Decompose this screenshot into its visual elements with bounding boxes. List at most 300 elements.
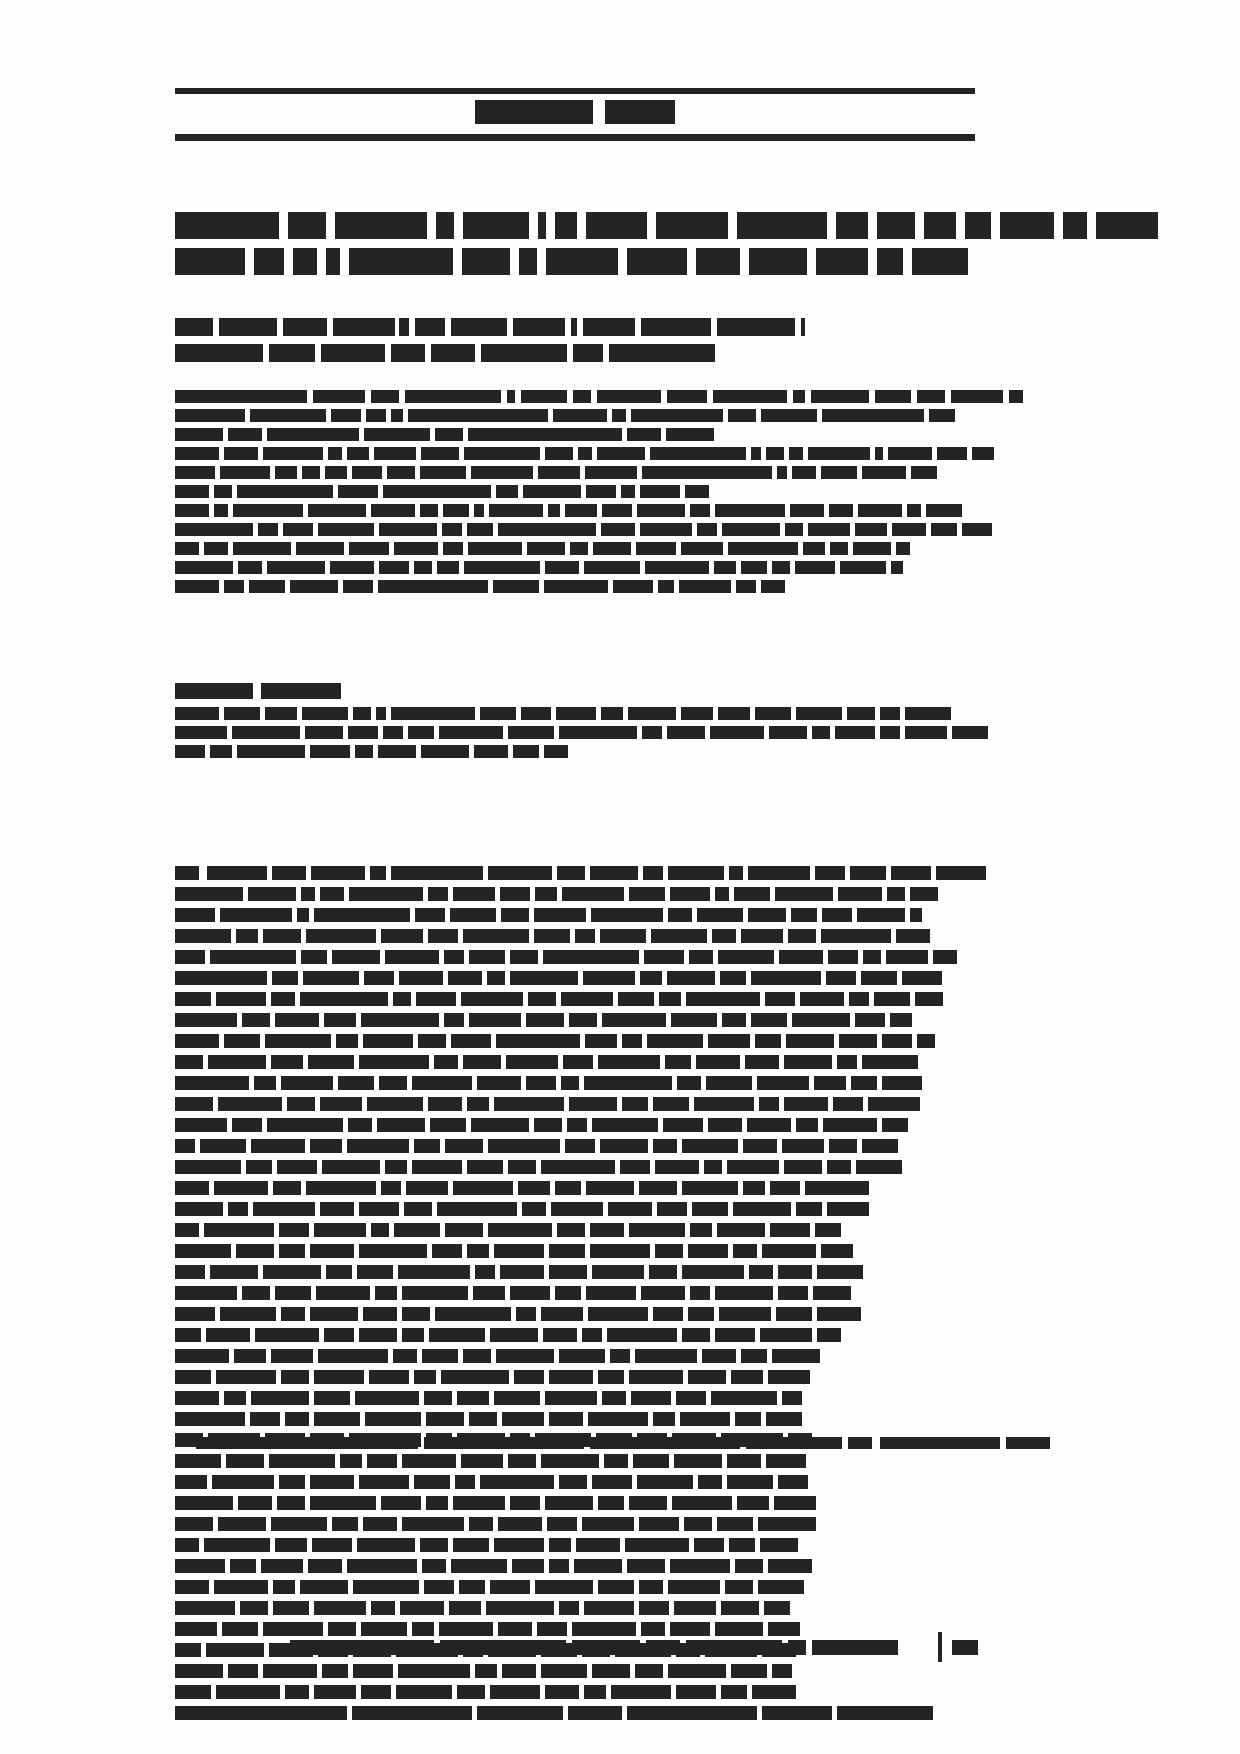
redaction-bar [296, 542, 344, 555]
redaction-bar [214, 1181, 268, 1195]
redaction-bar [690, 1223, 712, 1237]
redaction-bar [559, 1475, 587, 1489]
redaction-bar [557, 866, 585, 880]
redaction-bar [422, 1559, 446, 1573]
redaction-bar [728, 409, 756, 422]
redaction-bar [513, 745, 539, 758]
redaction-bar [357, 1538, 415, 1552]
redaction-bar [508, 1454, 536, 1468]
text-line [175, 409, 985, 422]
redaction-bar [541, 1454, 599, 1468]
redaction-bar [349, 248, 453, 275]
redaction-bar [653, 1412, 675, 1426]
redaction-bar [785, 523, 803, 536]
redaction-bar [224, 580, 244, 593]
redaction-bar [1006, 1437, 1050, 1449]
redaction-bar [758, 1580, 804, 1594]
redaction-bar [718, 707, 750, 720]
redaction-bar [755, 707, 791, 720]
redaction-bar [364, 428, 430, 441]
redaction-bar [313, 390, 365, 403]
redaction-bar [555, 1181, 581, 1195]
redaction-bar [421, 447, 459, 460]
redaction-bar [808, 447, 870, 460]
redaction-bar [238, 1496, 272, 1510]
redaction-bar [263, 1265, 321, 1279]
redaction-bar [273, 1601, 309, 1615]
redaction-bar [770, 1181, 800, 1195]
redaction-bar [480, 707, 516, 720]
journal-name [175, 100, 975, 124]
redaction-bar [526, 1076, 556, 1090]
redaction-bar [965, 212, 991, 239]
redaction-bar [251, 1139, 305, 1153]
redaction-bar [321, 344, 385, 362]
redaction-bar [610, 1349, 630, 1363]
redaction-bar [510, 1286, 550, 1300]
redaction-bar [363, 1307, 397, 1321]
redaction-bar [830, 542, 848, 555]
redaction-bar [613, 580, 653, 593]
redaction-bar [347, 447, 369, 460]
redaction-bar [426, 1412, 464, 1426]
redaction-bar [713, 390, 787, 403]
redaction-bar [273, 1580, 295, 1594]
redaction-bar [414, 1139, 440, 1153]
redaction-bar [510, 1496, 540, 1510]
redaction-bar [218, 1517, 266, 1531]
redaction-bar [784, 1160, 822, 1174]
redaction-bar [768, 1622, 800, 1636]
redaction-bar [370, 866, 386, 880]
redaction-bar [668, 1580, 720, 1594]
redaction-bar [682, 1139, 738, 1153]
redaction-bar [629, 1496, 667, 1510]
redaction-bar [696, 248, 740, 275]
redaction-bar [232, 1118, 262, 1132]
redaction-bar [175, 1223, 199, 1237]
text-line [175, 1454, 985, 1468]
redaction-bar [293, 248, 317, 275]
redaction-bar [366, 409, 386, 422]
redaction-bar [371, 1223, 389, 1237]
redaction-bar [408, 409, 548, 422]
redaction-bar [720, 971, 746, 985]
redaction-bar [279, 1475, 305, 1489]
redaction-bar [962, 523, 992, 536]
redaction-bar [224, 1034, 260, 1048]
redaction-bar [434, 1055, 458, 1069]
redaction-bar [371, 1601, 395, 1615]
redaction-bar [838, 887, 882, 901]
redaction-bar [715, 887, 729, 901]
text-line [175, 1034, 985, 1048]
text-line [175, 580, 985, 593]
redaction-bar [277, 1496, 305, 1510]
redaction-bar [175, 1034, 219, 1048]
redaction-bar [777, 466, 787, 479]
redaction-bar [541, 1307, 583, 1321]
redaction-bar [490, 1580, 530, 1594]
redaction-bar [175, 1643, 201, 1657]
redaction-bar [685, 485, 709, 498]
redaction-bar [748, 908, 786, 922]
redaction-bar [414, 561, 432, 574]
redaction-bar [836, 212, 868, 239]
redaction-bar [689, 950, 713, 964]
text-line [175, 992, 985, 1006]
redaction-bar [518, 1181, 550, 1195]
redaction-bar [910, 887, 938, 901]
redaction-bar [486, 1601, 554, 1615]
redaction-bar [357, 1265, 393, 1279]
redaction-bar [414, 1475, 450, 1489]
redaction-bar [821, 929, 891, 943]
redaction-bar [822, 908, 852, 922]
redaction-bar [625, 1538, 689, 1552]
redaction-bar [752, 1685, 796, 1699]
redaction-bar [627, 1706, 757, 1720]
text-line [175, 1055, 985, 1069]
redaction-bar [502, 1412, 544, 1426]
redaction-bar [817, 1328, 841, 1342]
redaction-bar [951, 390, 1003, 403]
redaction-bar [759, 1097, 779, 1111]
redaction-bar [621, 485, 635, 498]
redaction-bar [543, 1328, 577, 1342]
redaction-bar [320, 1202, 354, 1216]
redaction-bar [463, 1349, 491, 1363]
redaction-bar [757, 1076, 809, 1090]
text-line [175, 1580, 985, 1594]
redaction-bar [762, 1706, 832, 1720]
redaction-bar [498, 523, 596, 536]
redaction-bar [829, 1139, 857, 1153]
redaction-bar [688, 1307, 714, 1321]
redaction-bar [833, 1097, 863, 1111]
redaction-bar [462, 248, 510, 275]
redaction-bar [858, 504, 902, 517]
redaction-bar [216, 1370, 276, 1384]
redaction-bar [682, 1265, 744, 1279]
redaction-bar [598, 1055, 660, 1069]
redaction-bar [788, 1640, 806, 1655]
redaction-bar [343, 580, 373, 593]
redaction-bar [741, 929, 783, 943]
redaction-bar [420, 1538, 448, 1552]
redaction-bar [915, 992, 943, 1006]
redaction-bar [267, 561, 325, 574]
text-line [175, 950, 985, 964]
redaction-bar [374, 447, 416, 460]
redaction-bar [562, 887, 624, 901]
redaction-bar [839, 1034, 877, 1048]
redaction-bar [646, 1640, 680, 1655]
text-line [175, 745, 985, 758]
redaction-bar [892, 523, 926, 536]
redaction-bar [441, 1370, 509, 1384]
redaction-bar [310, 1139, 342, 1153]
redaction-bar [727, 1475, 773, 1489]
redaction-bar [692, 1202, 728, 1216]
redaction-bar [175, 1139, 195, 1153]
redaction-bar [719, 1307, 771, 1321]
text-line [175, 447, 985, 460]
redaction-bar [414, 1370, 436, 1384]
redaction-bar [590, 1437, 740, 1449]
redaction-bar [424, 1391, 452, 1405]
redaction-bar [712, 929, 736, 943]
text-line [175, 971, 985, 985]
redaction-bar [489, 504, 543, 517]
redaction-bar [402, 1328, 424, 1342]
redaction-bar [361, 1622, 407, 1636]
redaction-bar [590, 1244, 650, 1258]
redaction-bar [272, 866, 306, 880]
redaction-bar [275, 1538, 307, 1552]
redaction-bar [249, 580, 285, 593]
redaction-bar [727, 1160, 779, 1174]
redaction-bar [768, 1559, 812, 1573]
redaction-bar [175, 1475, 207, 1489]
redaction-bar [314, 1223, 366, 1237]
redaction-bar [300, 992, 388, 1006]
redaction-bar [290, 1640, 434, 1655]
redaction-bar [236, 929, 258, 943]
redaction-bar [219, 318, 277, 336]
redaction-bar [288, 212, 326, 239]
redaction-bar [521, 707, 551, 720]
redaction-bar [706, 1076, 752, 1090]
redaction-bar [926, 504, 962, 517]
footer-citation [290, 1640, 990, 1655]
redaction-bar [275, 1013, 319, 1027]
redaction-bar [246, 1160, 272, 1174]
text-line [175, 1286, 985, 1300]
redaction-bar [204, 1538, 270, 1552]
redaction-bar [853, 542, 891, 555]
redaction-bar [792, 1013, 850, 1027]
redaction-bar [972, 447, 994, 460]
redaction-bar [371, 390, 399, 403]
text-line [175, 1496, 985, 1510]
body-section-text [175, 866, 985, 1727]
redaction-bar [175, 1454, 221, 1468]
redaction-bar [688, 1370, 726, 1384]
redaction-bar [547, 1517, 577, 1531]
redaction-bar [880, 707, 900, 720]
redaction-bar [642, 466, 772, 479]
redaction-bar [803, 542, 825, 555]
text-line [175, 887, 985, 901]
redaction-bar [600, 1139, 648, 1153]
redaction-bar [888, 447, 932, 460]
text-line [175, 1391, 985, 1405]
redaction-bar [175, 1328, 201, 1342]
text-line [175, 485, 985, 498]
redaction-bar [314, 1412, 360, 1426]
redaction-bar [789, 447, 803, 460]
redaction-bar [598, 1370, 624, 1384]
redaction-bar [855, 1013, 885, 1027]
abstract-body [175, 390, 985, 599]
redaction-bar [891, 561, 903, 574]
redaction-bar [316, 1286, 370, 1300]
redaction-bar [467, 1097, 489, 1111]
redaction-bar [568, 1706, 622, 1720]
redaction-bar [796, 1202, 822, 1216]
text-line [175, 1307, 985, 1321]
redaction-bar [480, 1475, 554, 1489]
redaction-bar [391, 707, 475, 720]
redaction-bar [698, 1475, 722, 1489]
redaction-bar [538, 212, 546, 239]
redaction-bar [601, 707, 623, 720]
redaction-bar [381, 1496, 421, 1510]
redaction-bar [585, 1034, 617, 1048]
redaction-bar [642, 726, 662, 739]
redaction-bar [549, 1559, 569, 1573]
redaction-bar [708, 1118, 742, 1132]
redaction-bar [549, 1265, 587, 1279]
text-line [175, 1160, 985, 1174]
redaction-bar [421, 745, 469, 758]
text-line [175, 428, 985, 441]
redaction-bar [584, 1685, 606, 1699]
redaction-bar [287, 1097, 315, 1111]
redaction-bar [627, 248, 687, 275]
redaction-bar [498, 1622, 532, 1636]
redaction-bar [365, 1412, 421, 1426]
redaction-bar [277, 1160, 317, 1174]
redaction-bar [445, 1223, 483, 1237]
paragraph [175, 504, 985, 593]
redaction-bar [254, 248, 284, 275]
redaction-bar [359, 1202, 399, 1216]
text-line [175, 1349, 985, 1363]
redaction-bar [749, 1265, 773, 1279]
redaction-bar [325, 466, 347, 479]
redaction-bar [546, 248, 618, 275]
redaction-bar [508, 726, 554, 739]
redaction-bar [175, 1622, 217, 1636]
redaction-bar [778, 1265, 812, 1279]
redaction-bar [795, 561, 835, 574]
redaction-bar [569, 1013, 597, 1027]
redaction-bar [242, 1013, 270, 1027]
text-line [175, 707, 985, 720]
redaction-bar [251, 1391, 309, 1405]
text-line [175, 1076, 985, 1090]
redaction-bar [545, 1391, 597, 1405]
redaction-bar [545, 1685, 579, 1699]
redaction-bar [210, 950, 296, 964]
redaction-bar [545, 561, 579, 574]
redaction-bar [393, 992, 411, 1006]
redaction-bar [220, 1307, 276, 1321]
redaction-bar [847, 707, 875, 720]
redaction-bar [814, 1076, 846, 1090]
redaction-bar [228, 1202, 248, 1216]
redaction-bar [609, 344, 715, 362]
redaction-bar [361, 1685, 391, 1699]
redaction-bar [715, 1622, 763, 1636]
redaction-bar [391, 409, 403, 422]
redaction-bar [385, 950, 439, 964]
redaction-bar [314, 1601, 366, 1615]
author-list [175, 318, 985, 370]
redaction-bar [415, 318, 445, 336]
redaction-bar [175, 1244, 231, 1258]
redaction-bar [501, 908, 529, 922]
redaction-bar [220, 908, 292, 922]
text-line [175, 1097, 985, 1111]
redaction-bar [363, 1517, 397, 1531]
redaction-bar [475, 100, 593, 124]
redaction-bar [671, 1013, 717, 1027]
redaction-bar [175, 1265, 205, 1279]
redaction-bar [850, 866, 886, 880]
redaction-bar [175, 908, 215, 922]
redaction-bar [545, 1496, 593, 1510]
redaction-bar [500, 887, 530, 901]
redaction-bar [442, 523, 462, 536]
redaction-bar [559, 1349, 605, 1363]
redaction-bar [907, 504, 921, 517]
redaction-bar [735, 1412, 761, 1426]
redaction-bar [440, 1640, 566, 1655]
redaction-bar [175, 485, 209, 498]
redaction-bar [445, 1139, 483, 1153]
redaction-bar [349, 887, 423, 901]
redaction-bar [255, 1328, 319, 1342]
redaction-bar [569, 1097, 617, 1111]
redaction-bar [273, 1181, 301, 1195]
redaction-bar [917, 390, 945, 403]
redaction-bar [310, 1496, 376, 1510]
redaction-bar [238, 561, 262, 574]
text-line [175, 1118, 985, 1132]
redaction-bar [718, 950, 774, 964]
redaction-bar [728, 542, 798, 555]
redaction-bar [721, 1685, 747, 1699]
redaction-bar [637, 504, 685, 517]
redaction-bar [415, 908, 445, 922]
redaction-bar [886, 950, 928, 964]
redaction-bar [506, 1055, 558, 1069]
redaction-bar [353, 707, 371, 720]
redaction-bar [391, 344, 425, 362]
redaction-bar [428, 929, 458, 943]
redaction-bar [175, 745, 205, 758]
text-line [175, 344, 985, 362]
redaction-bar [602, 504, 632, 517]
redaction-bar [522, 1202, 546, 1216]
redaction-bar [383, 485, 491, 498]
redaction-bar [230, 1559, 256, 1573]
redaction-bar [565, 1139, 595, 1153]
redaction-bar [175, 1496, 233, 1510]
redaction-bar [641, 318, 711, 336]
redaction-bar [402, 1307, 430, 1321]
redaction-bar [310, 1244, 354, 1258]
footnote-block [196, 1437, 896, 1455]
redaction-bar [521, 390, 567, 403]
redaction-bar [760, 1328, 812, 1342]
redaction-bar [508, 1160, 536, 1174]
redaction-bar [359, 1055, 429, 1069]
redaction-bar [363, 1034, 413, 1048]
